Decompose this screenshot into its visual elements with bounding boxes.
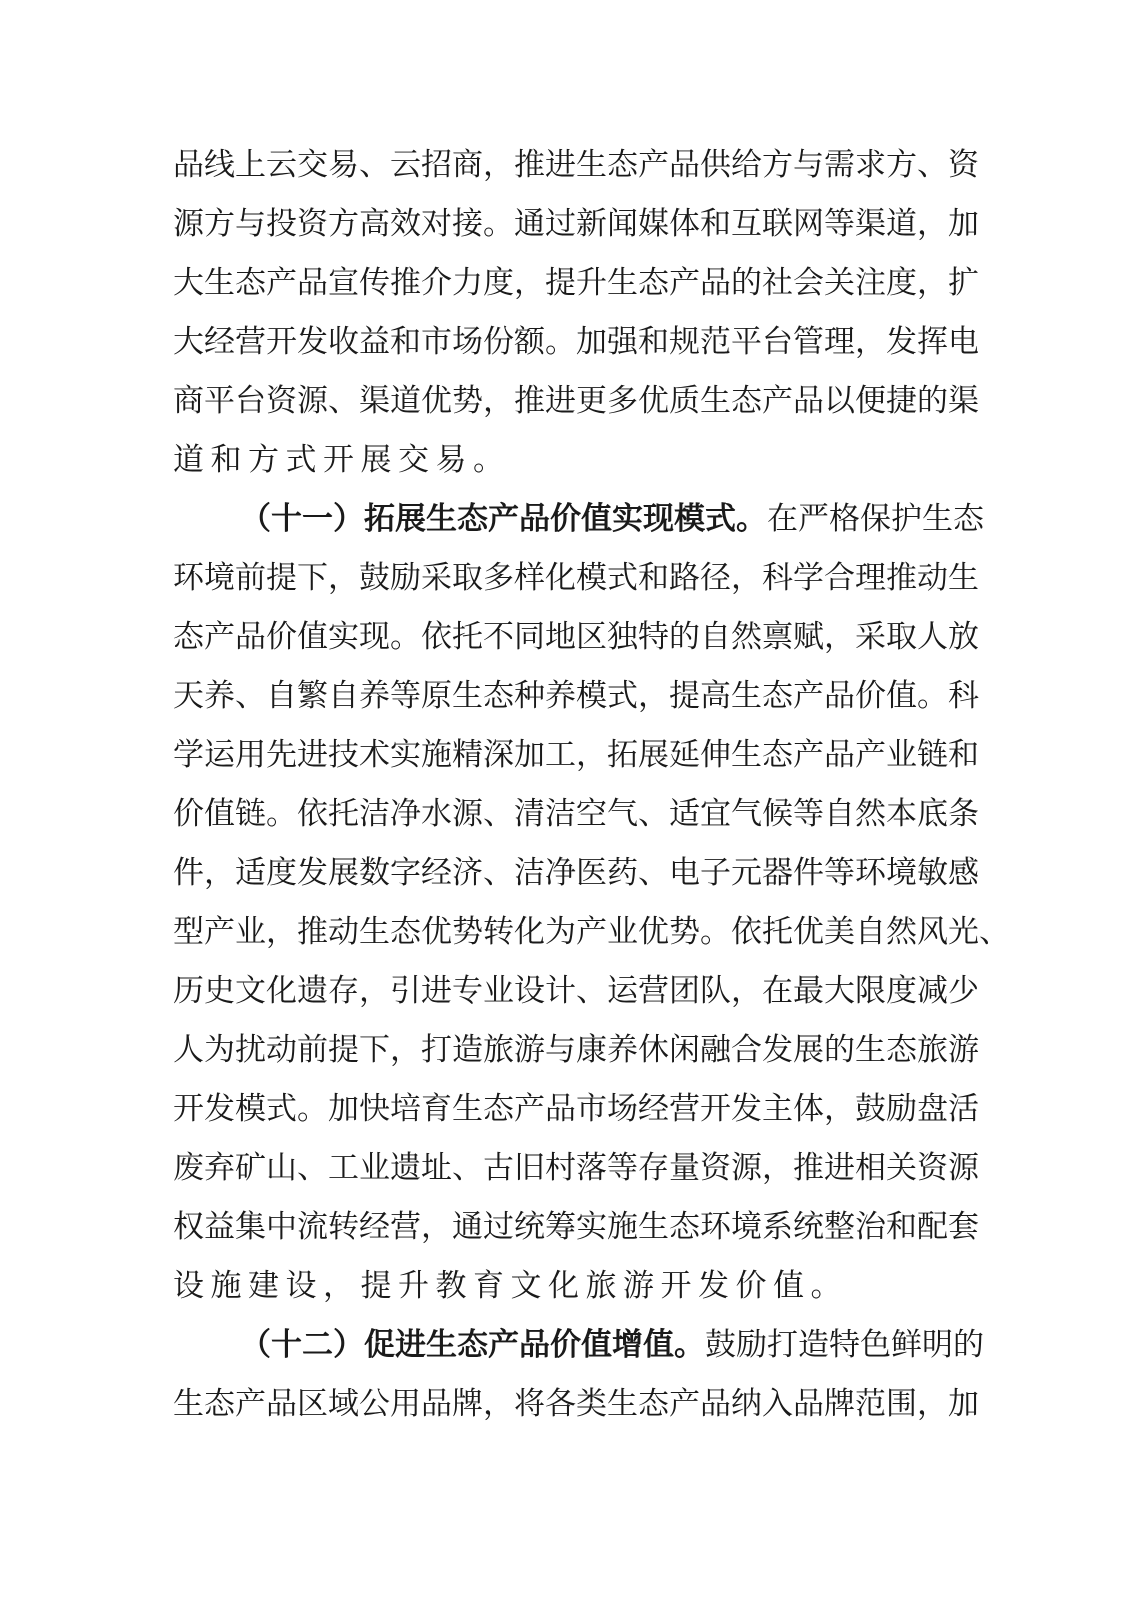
body-text-line: 源方与投资方高效对接。通过新闻媒体和互联网等渠道，加 — [173, 206, 979, 242]
body-text: 在严格保护生态 — [767, 501, 984, 537]
body-text-line: 商平台资源、渠道优势，推进更多优质生态产品以便捷的渠 — [173, 383, 979, 419]
body-text: 鼓励打造特色鲜明的 — [705, 1327, 984, 1363]
section-heading: （十二）促进生态产品价值增值。 — [240, 1327, 705, 1363]
body-text-line: 天养、自繁自养等原生态种养模式，提高生态产品价值。科 — [173, 678, 979, 714]
body-text-line: 生态产品区域公用品牌，将各类生态产品纳入品牌范围，加 — [173, 1386, 979, 1422]
section-first-line — [240, 499, 984, 539]
body-text-line: 人为扰动前提下，打造旅游与康养休闲融合发展的生态旅游 — [173, 1032, 979, 1068]
section-heading: （十一）拓展生态产品价值实现模式。 — [240, 501, 767, 537]
body-text-line: 大生态产品宣传推介力度，提升生态产品的社会关注度，扩 — [173, 265, 979, 301]
body-text-line: 环境前提下，鼓励采取多样化模式和路径，科学合理推动生 — [173, 560, 979, 596]
body-text-line: 大经营开发收益和市场份额。加强和规范平台管理，发挥电 — [173, 324, 979, 360]
section-first-line — [240, 1325, 984, 1365]
body-text-line: 道和方式开展交易。 — [173, 442, 511, 478]
body-text-line: 型产业，推动生态优势转化为产业优势。依托优美自然风光、 — [173, 914, 1010, 950]
body-text-line: 价值链。依托洁净水源、清洁空气、适宜气候等自然本底条 — [173, 796, 979, 832]
body-text-line: 权益集中流转经营，通过统筹实施生态环境系统整治和配套 — [173, 1209, 979, 1245]
body-text-line: 件，适度发展数字经济、洁净医药、电子元器件等环境敏感 — [173, 855, 979, 891]
body-text-line: 历史文化遗存，引进专业设计、运营团队，在最大限度减少 — [173, 973, 979, 1009]
body-text-line: 开发模式。加快培育生态产品市场经营开发主体，鼓励盘活 — [173, 1091, 979, 1127]
body-text-line: 设施建设，提升教育文化旅游开发价值。 — [173, 1268, 848, 1304]
body-text-line: 学运用先进技术实施精深加工，拓展延伸生态产品产业链和 — [173, 737, 979, 773]
body-text-line: 废弃矿山、工业遗址、古旧村落等存量资源，推进相关资源 — [173, 1150, 979, 1186]
body-text-line: 态产品价值实现。依托不同地区独特的自然禀赋，采取人放 — [173, 619, 979, 655]
body-text-line: 品线上云交易、云招商，推进生态产品供给方与需求方、资 — [173, 147, 979, 183]
